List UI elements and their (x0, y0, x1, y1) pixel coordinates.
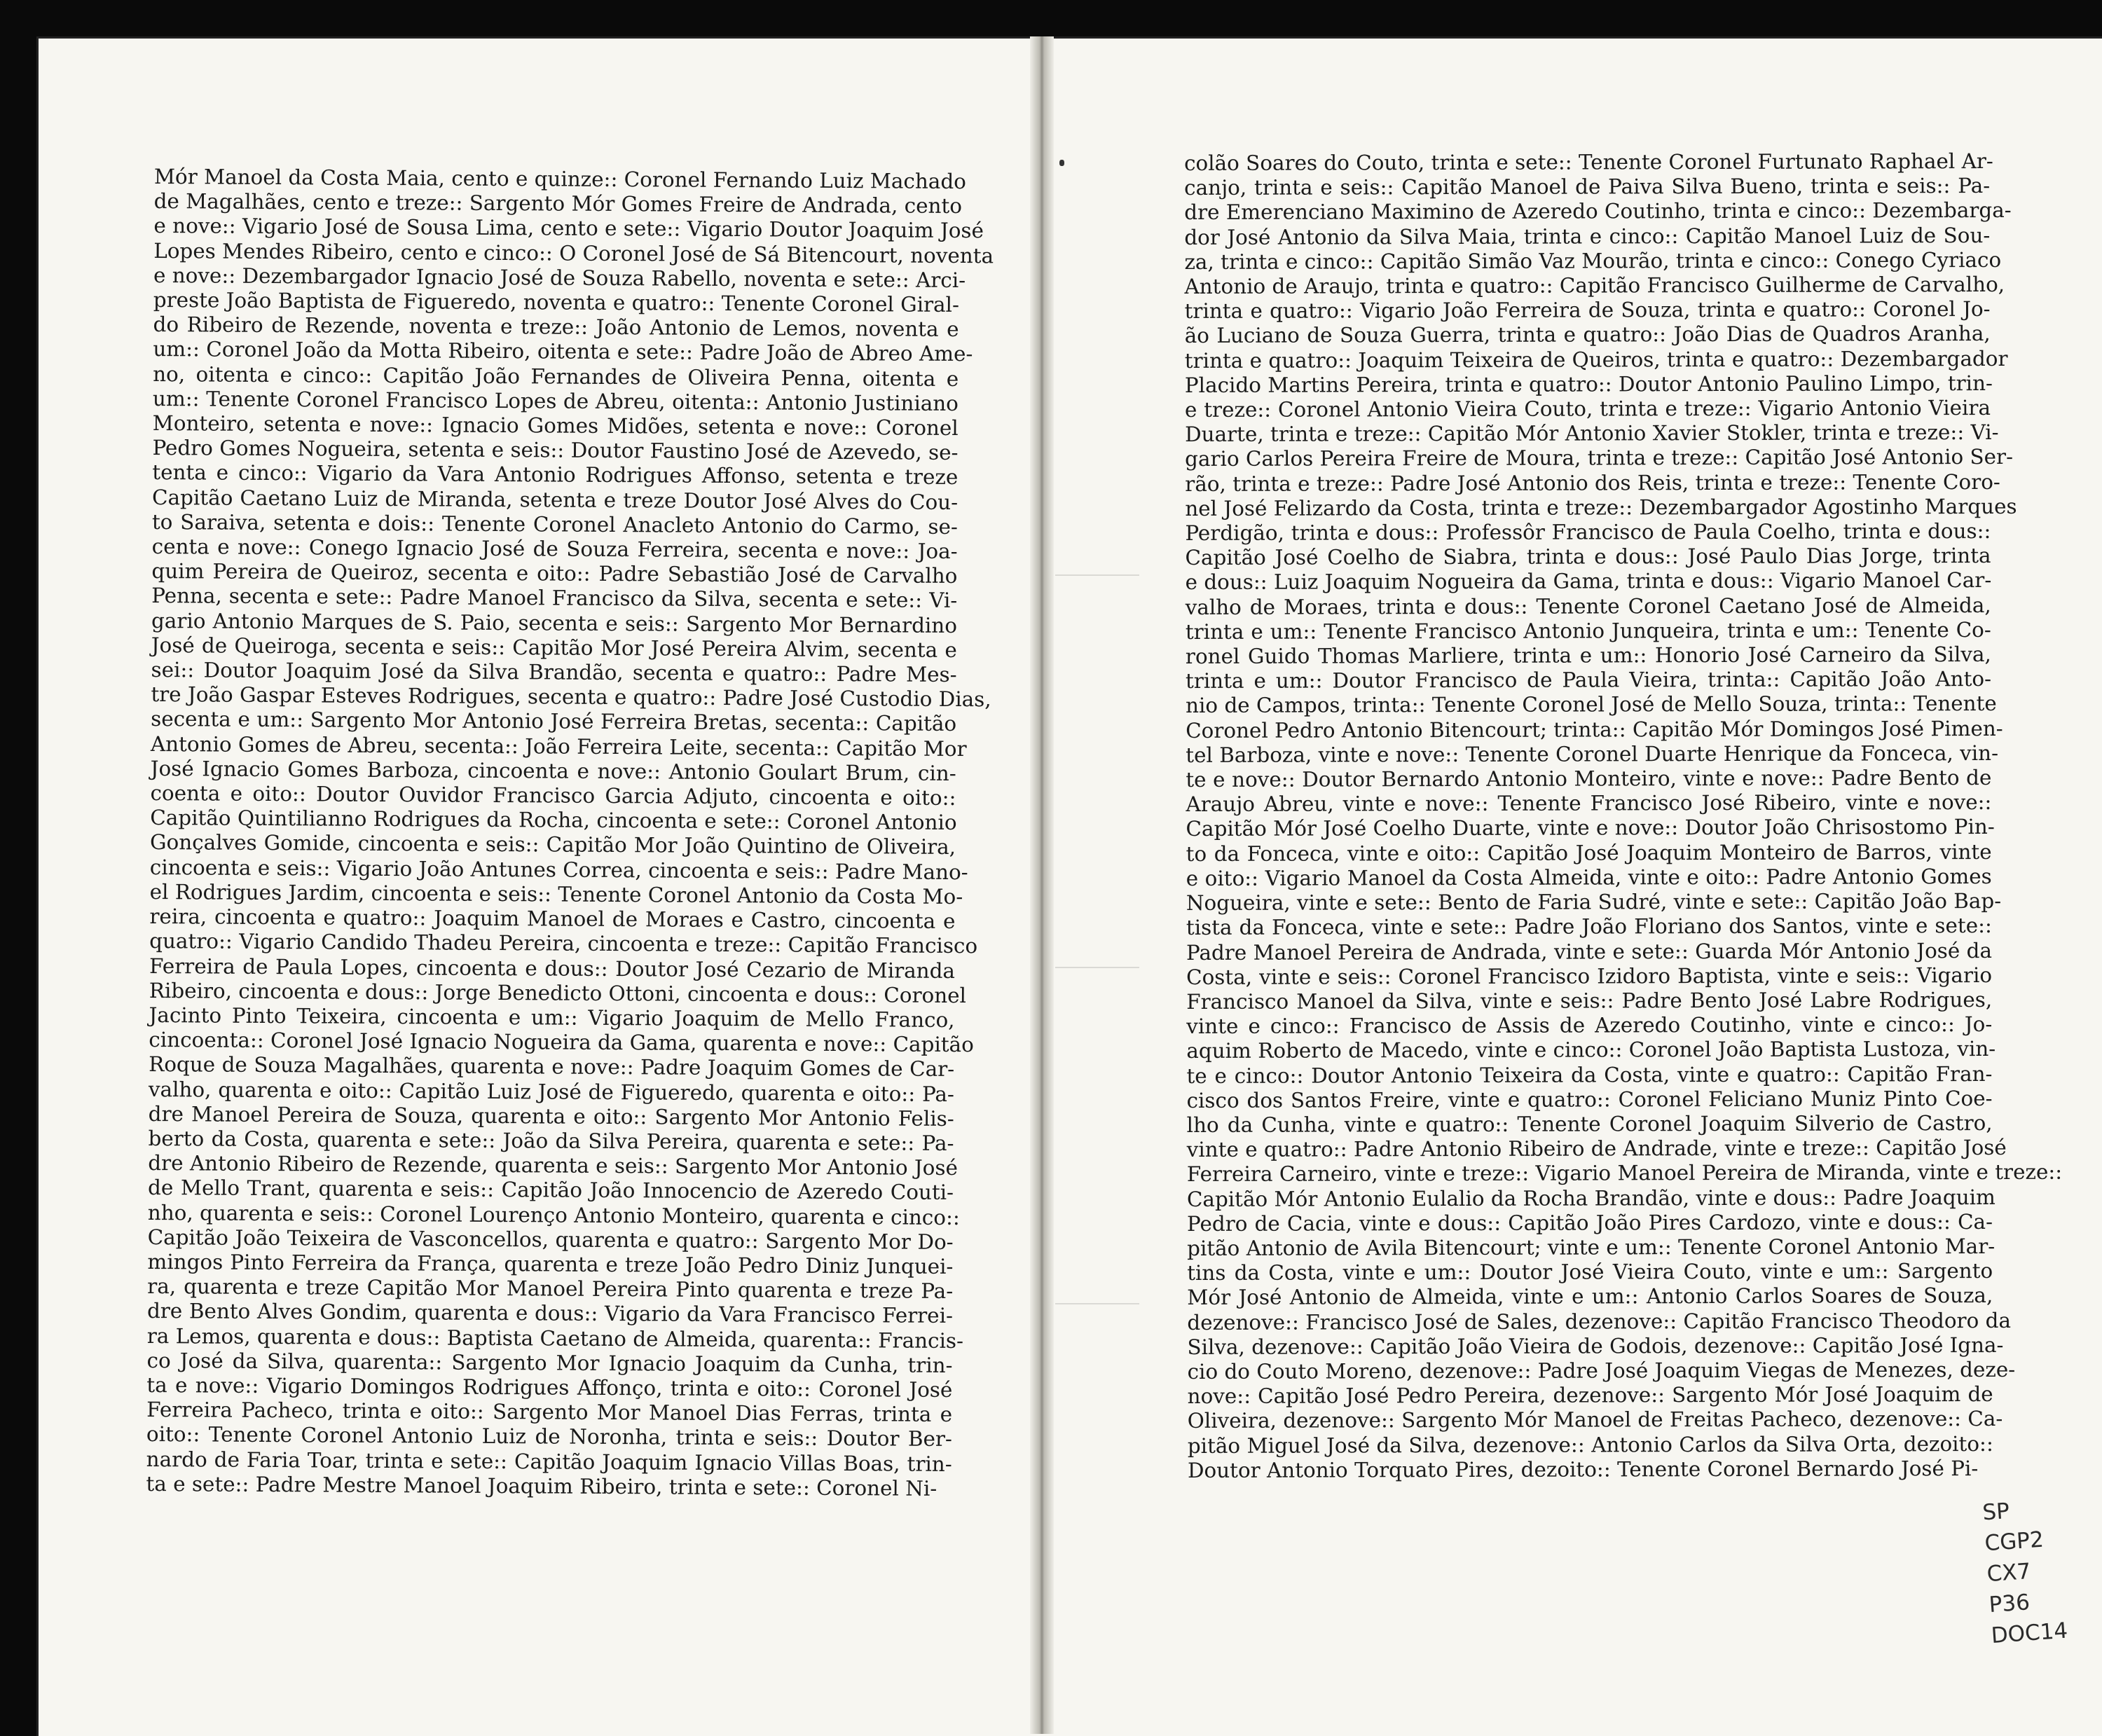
text-line: preste João Baptista de Figueredo, noventa e quatro:: Tenente Coronel Giral- (153, 288, 960, 317)
text-line: trinta e um:: Tenente Francisco Antonio Junqueira, trinta e um:: Tenente Co- (1185, 617, 1991, 644)
text-line: trinta e quatro:: Joaquim Teixeira de Queiros, trinta e quatro:: Dezembargador (1184, 346, 2008, 373)
text-line: e nove:: Vigario José de Sousa Lima, cento e sete:: Vigario Doutor Joaquim José (153, 214, 984, 243)
text-line: Pedro de Cacia, vinte e dous:: Capitão João Pires Cardozo, vinte e dous:: Ca- (1186, 1209, 1993, 1236)
text-line: nardo de Faria Toar, trinta e sete:: Capitão Joaquim Ignacio Villas Boas, trin- (146, 1447, 952, 1476)
text-line: quatro:: Vigario Candido Thadeu Pereira, cincoenta e treze:: Capitão Francisco (149, 929, 978, 958)
text-line: dre Bento Alves Gondim, quarenta e dous:: Vigario da Vara Francisco Ferrei- (146, 1299, 954, 1328)
text-line: pitão Antonio de Avila Bitencourt; vinte e um:: Tenente Coronel Antonio Mar- (1187, 1234, 1995, 1260)
text-line: vinte e cinco:: Francisco de Assis de Azeredo Coutinho, vinte e cinco:: Jo- (1186, 1012, 1993, 1039)
bleed-through-mark (1055, 574, 1139, 576)
text-line: canjo, trinta e seis:: Capitão Manoel de Paiva Silva Bueno, trinta e seis:: Pa- (1184, 174, 1991, 200)
text-line: de Mello Trant, quarenta e seis:: Capitão João Innocencio de Azeredo Couti- (147, 1176, 954, 1205)
text-line: valho, quarenta e oito:: Capitão Luiz José de Figueredo, quarenta e oito:: Pa- (148, 1077, 955, 1106)
text-line: cincoenta e seis:: Vigario João Antunes Correa, cincoenta e seis:: Padre Mano- (149, 855, 968, 884)
archive-reference-handwriting (1981, 1490, 2101, 1700)
text-line: berto da Costa, quarenta e sete:: João da Silva Pereira, quarenta e sete:: Pa- (148, 1126, 954, 1155)
archive-mark-line: CGP2 (1984, 1527, 2045, 1557)
text-line: e nove:: Dezembargador Ignacio José de Souza Rabello, noventa e sete:: Arci- (153, 263, 966, 292)
text-line: nio de Campos, trinta:: Tenente Coronel José de Mello Souza, trinta:: Tenente (1186, 691, 1997, 718)
text-line: centa e nove:: Conego Ignacio José de Souza Ferreira, secenta e nove:: Joa- (151, 535, 958, 564)
text-line: trinta e quatro:: Vigario João Ferreira de Souza, trinta e quatro:: Coronel Jo- (1184, 297, 1991, 324)
text-line: cisco dos Santos Freire, vinte e quatro:: Coronel Feliciano Muniz Pinto Coe- (1186, 1086, 1993, 1112)
text-line: Placido Martins Pereira, trinta e quatro:: Doutor Antonio Paulino Limpo, trin- (1184, 371, 1993, 397)
text-line: um:: Tenente Coronel Francisco Lopes de Abreu, oitenta:: Antonio Justiniano (152, 386, 959, 415)
text-line: dre Emerenciano Maximino de Azeredo Coutinho, trinta e cinco:: Dezembarga- (1184, 198, 2012, 225)
text-line: Capitão João Teixeira de Vasconcellos, quarenta e quatro:: Sargento Mor Do- (147, 1225, 954, 1254)
text-line: trinta e um:: Doutor Francisco de Paula Vieira, trinta:: Capitão João Anto- (1185, 667, 1992, 694)
text-line: ta e nove:: Vigario Domingos Rodrigues Affonço, trinta e oito:: Coronel José (146, 1372, 953, 1402)
text-line: Jacinto Pinto Teixeira, cincoenta e um:: Vigario Joaquim de Mello Franco, (149, 1003, 955, 1032)
text-line: Francisco Manoel da Silva, vinte e seis:: Padre Bento José Labre Rodrigues, (1186, 987, 1993, 1014)
text-line: nel José Felizardo da Costa, trinta e treze:: Dezembargador Agostinho Marques (1185, 494, 2017, 521)
text-line: Capitão Quintilianno Rodrigues da Rocha, cincoenta e sete:: Coronel Antonio (150, 806, 957, 835)
archive-mark-line: CX7 (1986, 1558, 2032, 1587)
text-line: Roque de Souza Magalhães, quarenta e nove:: Padre Joaquim Gomes de Car- (149, 1052, 955, 1082)
text-line: Ferreira de Paula Lopes, cincoenta e dous:: Doutor José Cezario de Miranda (149, 953, 956, 983)
text-line: valho de Moraes, trinta e dous:: Tenente Coronel Caetano José de Almeida, (1185, 593, 1991, 619)
text-line: Ferreira Pacheco, trinta e oito:: Sargento Mor Manoel Dias Ferras, trinta e (146, 1398, 953, 1427)
text-line: mingos Pinto Ferreira da França, quarenta e treze João Pedro Diniz Junquei- (147, 1249, 954, 1279)
text-line: do Ribeiro de Rezende, noventa e treze:: João Antonio de Lemos, noventa e (153, 312, 959, 342)
text-line: Mór Manoel da Costa Maia, cento e quinze:: Coronel Fernando Luiz Machado (153, 165, 967, 194)
text-line: Costa, vinte e seis:: Coronel Francisco Izidoro Baptista, vinte e seis:: Vigario (1186, 963, 1993, 989)
text-line: ronel Guido Thomas Marliere, trinta e um:: Honorio José Carneiro da Silva, (1185, 642, 1991, 669)
left-page-text (146, 165, 994, 1501)
text-line: José de Queiroga, secenta e seis:: Capitão Mor José Pereira Alvim, secenta e (151, 633, 957, 662)
text-line: Capitão Mór Antonio Eulalio da Rocha Brandão, vinte e dous:: Padre Joaquim (1186, 1185, 1995, 1211)
text-line: co José da Silva, quarenta:: Sargento Mor Ignacio Joaquim da Cunha, trin- (146, 1348, 953, 1377)
archive-mark-line: P36 (1988, 1590, 2031, 1618)
text-line: e dous:: Luiz Joaquim Nogueira da Gama, trinta e dous:: Vigario Manoel Car- (1185, 568, 1992, 595)
text-line: ra, quarenta e treze Capitão Mor Manoel Pereira Pinto quarenta e treze Pa- (147, 1274, 954, 1304)
text-line: lho da Cunha, vinte e quatro:: Tenente Coronel Joaquim Silverio de Castro, (1186, 1110, 1993, 1137)
text-line: aquim Roberto de Macedo, vinte e cinco:: Coronel João Baptista Lustoza, vin- (1186, 1037, 1996, 1063)
text-line: cincoenta:: Coronel José Ignacio Nogueira da Gama, quarenta e nove:: Capitão (149, 1028, 974, 1057)
text-line: to da Fonceca, vinte e oito:: Capitão José Joaquim Monteiro de Barros, vinte (1186, 839, 1992, 866)
text-line: Doutor Antonio Torquato Pires, dezoito:: Tenente Coronel Bernardo José Pi- (1187, 1456, 1979, 1482)
text-line: colão Soares do Couto, trinta e sete:: Tenente Coronel Furtunato Raphael Ar- (1184, 149, 1993, 175)
text-line: el Rodrigues Jardim, cincoenta e seis:: Tenente Coronel Antonio da Costa Mo- (149, 879, 963, 909)
book-gutter (1030, 36, 1054, 1734)
text-line: cio do Couto Moreno, dezenove:: Padre José Joaquim Viegas de Menezes, deze- (1187, 1357, 2016, 1384)
text-line: no, oitenta e cinco:: Capitão João Fernandes de Oliveira Penna, oitenta e (153, 361, 959, 391)
text-line: nho, quarenta e seis:: Coronel Lourenço Antonio Monteiro, quarenta e cinco:: (147, 1200, 960, 1229)
text-line: quim Pereira de Queiroz, secenta e oito:: Padre Sebastião José de Carvalho (151, 559, 958, 588)
text-line: oito:: Tenente Coronel Antonio Luiz de Noronha, trinta e seis:: Doutor Ber- (146, 1422, 953, 1452)
bleed-through-mark (1055, 1303, 1139, 1304)
text-line: gario Antonio Marques de S. Paio, secenta e seis:: Sargento Mor Bernardino (151, 608, 958, 638)
text-line: reira, cincoenta e quatro:: Joaquim Manoel de Moraes e Castro, cincoenta e (149, 904, 956, 934)
text-line: sei:: Doutor Joaquim José da Silva Brandão, secenta e quatro:: Padre Mes- (151, 658, 957, 687)
text-line: Antonio de Araujo, trinta e quatro:: Capitão Francisco Guilherme de Carvalho, (1184, 272, 2005, 299)
text-line: e treze:: Coronel Antonio Vieira Couto, trinta e treze:: Vigario Antonio Vieira (1184, 396, 1991, 422)
text-line: gario Carlos Pereira Freire de Moura, trinta e treze:: Capitão José Antonio Ser- (1185, 445, 2014, 471)
text-line: Ferreira Carneiro, vinte e treze:: Vigario Manoel Pereira de Miranda, vinte e treze:: (1186, 1160, 2063, 1187)
text-line: Coronel Pedro Antonio Bitencourt; trinta:: Capitão Mór Domingos José Pimen- (1186, 716, 2003, 743)
text-line: Monteiro, setenta e nove:: Ignacio Gomes Midões, setenta e nove:: Coronel (152, 411, 959, 441)
text-line: tins da Costa, vinte e um:: Doutor José Vieira Couto, vinte e um:: Sargento (1187, 1259, 1993, 1286)
text-line: tel Barboza, vinte e nove:: Tenente Coronel Duarte Henrique da Fonceca, vin- (1186, 740, 1999, 767)
text-line: ão Luciano de Souza Guerra, trinta e quatro:: João Dias de Quadros Aranha, (1184, 322, 1991, 348)
text-line: Perdigão, trinta e dous:: Professôr Francisco de Paula Coelho, trinta e dous:: (1185, 519, 1991, 546)
page-mark-dot (1059, 160, 1064, 166)
text-line: Nogueira, vinte e sete:: Bento de Faria Sudré, vinte e sete:: Capitão João Bap- (1186, 889, 2002, 916)
archive-mark-line: DOC14 (1990, 1618, 2069, 1649)
text-line: Capitão Mór José Coelho Duarte, vinte e nove:: Doutor João Chrisostomo Pin- (1186, 815, 1995, 841)
text-line: pitão Miguel José da Silva, dezenove:: Antonio Carlos da Silva Orta, dezoito:: (1187, 1431, 1993, 1458)
text-line: to Saraiva, setenta e dois:: Tenente Coronel Anacleto Antonio do Carmo, se- (151, 509, 958, 539)
text-line: Gonçalves Gomide, cincoenta e seis:: Capitão Mor João Quintino de Oliveira, (149, 830, 956, 860)
right-page-text (1184, 149, 2063, 1483)
text-line: tenta e cinco:: Vigario da Vara Antonio Rodrigues Affonso, setenta e treze (152, 460, 959, 490)
text-line: Capitão Caetano Luiz de Miranda, setenta e treze Doutor José Alves do Cou- (151, 485, 959, 514)
text-line: Padre Manoel Pereira de Andrada, vinte e sete:: Guarda Mór Antonio José da (1186, 938, 1993, 965)
text-line: dre Antonio Ribeiro de Rezende, quarenta e seis:: Sargento Mor Antonio José (148, 1151, 959, 1180)
bleed-through-mark (1055, 967, 1139, 968)
text-line: Araujo Abreu, vinte e nove:: Tenente Francisco José Ribeiro, vinte e nove:: (1186, 790, 1992, 817)
text-line: te e nove:: Doutor Bernardo Antonio Monteiro, vinte e nove:: Padre Bento de (1186, 766, 1992, 792)
text-line: um:: Coronel João da Motta Ribeiro, oitenta e sete:: Padre João de Abreo Ame- (153, 337, 973, 366)
text-line: Antonio Gomes de Abreu, secenta:: João Ferreira Leite, secenta:: Capitão Mor (150, 731, 967, 761)
text-line: nove:: Capitão José Pedro Pereira, dezenove:: Sargento Mór José Joaquim de (1187, 1382, 1993, 1409)
text-line: Oliveira, dezenove:: Sargento Mór Manoel de Freitas Pacheco, dezenove:: Ca- (1187, 1407, 2003, 1433)
text-line: za, trinta e cinco:: Capitão Simão Vaz Mourão, trinta e cinco:: Conego Cyriaco (1184, 247, 2002, 274)
text-line: vinte e quatro:: Padre Antonio Ribeiro de Andrade, vinte e treze:: Capitão José (1186, 1136, 2007, 1162)
text-line: tre João Gaspar Esteves Rodrigues, secenta e quatro:: Padre José Custodio Dias, (151, 682, 991, 712)
text-line: Ribeiro, cincoenta e dous:: Jorge Benedicto Ottoni, cincoenta e dous:: Coronel (149, 978, 967, 1007)
text-line: Capitão José Coelho de Siabra, trinta e dous:: José Paulo Dias Jorge, trinta (1185, 544, 1991, 570)
text-line: e oito:: Vigario Manoel da Costa Almeida, vinte e oito:: Padre Antonio Gomes (1186, 864, 1992, 890)
text-line: Silva, dezenove:: Capitão João Vieira de Godois, dezenove:: Capitão José Igna- (1187, 1332, 2004, 1359)
text-line: José Ignacio Gomes Barboza, cincoenta e nove:: Antonio Goulart Brum, cin- (150, 756, 956, 785)
text-line: Duarte, trinta e treze:: Capitão Mór Antonio Xavier Stokler, trinta e treze:: Vi- (1185, 420, 1999, 447)
text-line: rão, trinta e treze:: Padre José Antonio dos Reis, trinta e treze:: Tenente Coro- (1185, 469, 2000, 496)
text-line: dezenove:: Francisco José de Sales, dezenove:: Capitão Francisco Theodoro da (1187, 1308, 2012, 1335)
text-line: Pedro Gomes Nogueira, setenta e seis:: Doutor Faustino José de Azevedo, se- (152, 436, 959, 465)
text-line: ra Lemos, quarenta e dous:: Baptista Caetano de Almeida, quarenta:: Francis- (146, 1323, 964, 1353)
text-line: ta e sete:: Padre Mestre Manoel Joaquim Ribeiro, trinta e sete:: Coronel Ni- (146, 1471, 937, 1501)
text-line: coenta e oito:: Doutor Ouvidor Francisco Garcia Adjuto, cincoenta e oito:: (150, 781, 956, 811)
text-line: Lopes Mendes Ribeiro, cento e cinco:: O Coronel José de Sá Bitencourt, noventa (153, 238, 994, 268)
text-line: Penna, secenta e sete:: Padre Manoel Francisco da Silva, secenta e sete:: Vi- (151, 584, 958, 613)
text-line: dor José Antonio da Silva Maia, trinta e cinco:: Capitão Manoel Luiz de Sou- (1184, 223, 1991, 249)
text-line: de Magalhães, cento e treze:: Sargento Mór Gomes Freire de Andrada, cento (153, 189, 963, 219)
text-line: tista da Fonceca, vinte e sete:: Padre João Floriano dos Santos, vinte e sete:: (1186, 914, 1992, 940)
text-line: te e cinco:: Doutor Antonio Teixeira da Costa, vinte e quatro:: Capitão Fran- (1186, 1061, 1993, 1088)
text-line: Mór José Antonio de Almeida, vinte e um:: Antonio Carlos Soares de Souza, (1187, 1283, 1993, 1310)
archive-mark-line: SP (1981, 1498, 2011, 1526)
text-line: dre Manoel Pereira de Souza, quarenta e oito:: Sargento Mor Antonio Felis- (148, 1101, 954, 1131)
text-line: secenta e um:: Sargento Mor Antonio José Ferreira Bretas, secenta:: Capitão (151, 707, 957, 736)
